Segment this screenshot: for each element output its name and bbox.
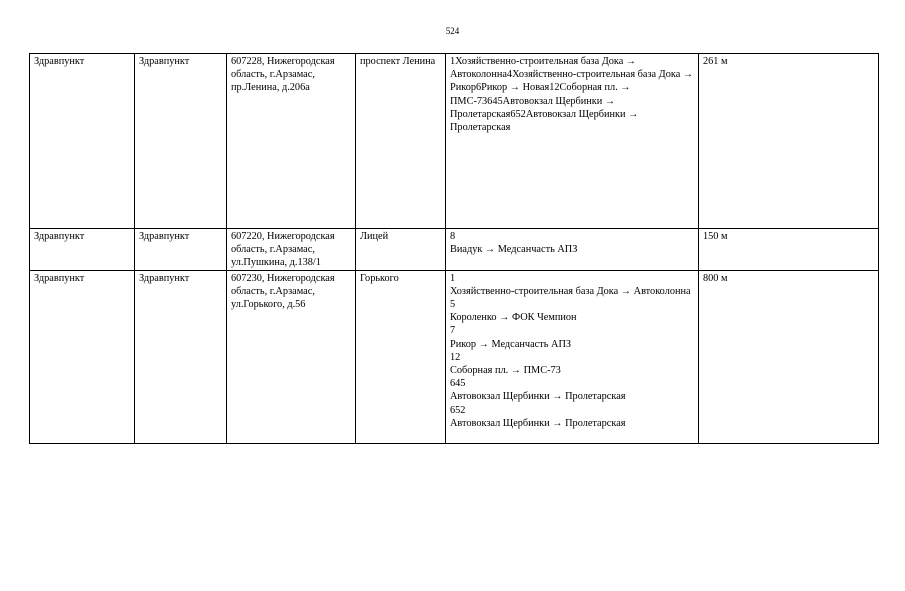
route-direction: Автовокзал Щербинки → Пролетарская [450, 391, 626, 403]
table-row [30, 229, 879, 271]
address-cell: 607230, Нижегородская область, г.Арзамас, ул.Горького, д.56 [227, 270, 356, 443]
route-number: 12 [450, 351, 461, 363]
facility-type-cell: Здравпункт [30, 270, 135, 443]
route-direction: Автовокзал Щербинки → Пролетарская [450, 417, 626, 429]
route-number: 652 [450, 404, 466, 416]
routes-cell [446, 270, 699, 443]
stop-name-cell: Горького [356, 270, 446, 443]
route-number: 1 [450, 272, 456, 284]
route-number: 645 [450, 378, 466, 390]
address-cell: 607228, Нижегородская область, г.Арзамас, пр.Ленина, д.206а [227, 54, 356, 229]
routes-cell [446, 229, 699, 271]
facility-name-cell: Здравпункт [135, 270, 227, 443]
distance-cell: 800 м [699, 270, 879, 443]
distance-cell: 150 м [699, 229, 879, 271]
routes-cell: 1Хозяйственно-строительная база Дока → Автоколонна4Хозяйственно-строительная база Дока → Рикор6Рикор → Новая12Соборная пл. → ПМС-73645Автовокзал Щербинки → Пролетарская652Автовокзал Щербинки → Пролетарская [446, 54, 699, 229]
route-direction: Хозяйственно-строительная база Дока → Автоколонна [450, 285, 691, 297]
address-cell: 607220, Нижегородская область, г.Арзамас, ул.Пушкина, д.138/1 [227, 229, 356, 271]
facility-name-cell: Здравпункт [135, 54, 227, 229]
table-row [30, 54, 879, 229]
stops-table [29, 53, 879, 444]
route-number: 7 [450, 325, 456, 337]
stop-name-cell: проспект Ленина [356, 54, 446, 229]
page-number: 524 [445, 26, 460, 36]
distance-cell: 261 м [699, 54, 879, 229]
facility-type-cell: Здравпункт [30, 229, 135, 271]
route-direction: Виадук → Медсанчасть АПЗ [450, 244, 578, 256]
table-row [30, 270, 879, 443]
route-direction: Рикор → Медсанчасть АПЗ [450, 338, 572, 350]
route-direction: Соборная пл. → ПМС-73 [450, 365, 561, 377]
route-number: 8 [450, 231, 456, 242]
route-direction: Короленко → ФОК Чемпион [450, 312, 577, 324]
facility-type-cell: Здравпункт [30, 54, 135, 229]
facility-name-cell: Здравпункт [135, 229, 227, 271]
stop-name-cell: Лицей [356, 229, 446, 271]
route-number: 5 [450, 299, 456, 311]
